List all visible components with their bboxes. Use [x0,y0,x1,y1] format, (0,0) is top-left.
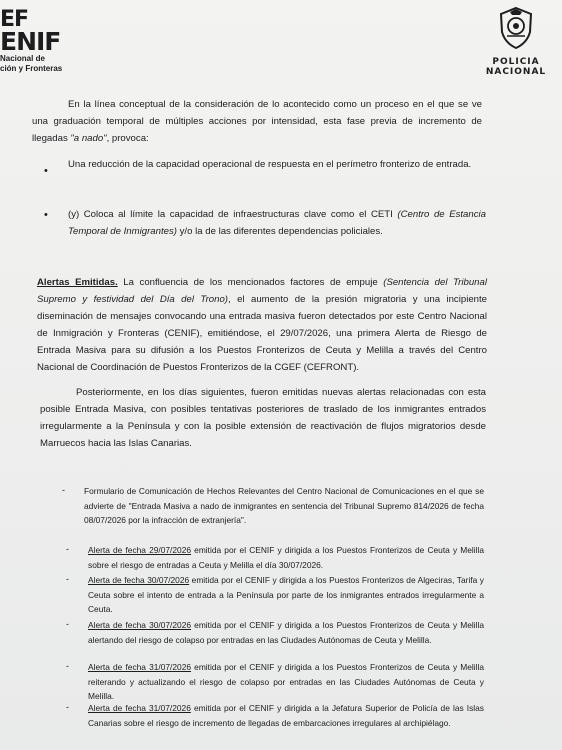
alert-description: emitida por el CENIF y dirigida a los Puestos Fronterizos de Ceuta y Melilla reiterando y actualizando el riesgo de colapso por entradas en las Ciudades Autónomas de Ceuta y Melilla. [88,662,484,701]
alert-description: emitida por el CENIF y dirigida a los Puestos Fronterizos de Ceuta y Melilla sobre el riesgo de entradas a Ceuta y Melilla el día 30/07/2026. [88,545,484,570]
logo-text-main: ENIF [0,27,61,56]
logo-text-top: EF [0,7,29,32]
cenif-logo [0,7,63,74]
alert-description: emitida por el CENIF y dirigida a los Puestos Fronterizos de Algeciras, Tarifa y Ceuta sobre el intento de entrada a la Península por parte de los inmigrantes entrados irregularmente a Ceuta. [88,575,484,614]
logo-text-nacional: NACIONAL [485,67,547,77]
bullet-dot-2: • [44,209,48,221]
intro-italic: "a nado" [70,133,107,144]
list-dash-alert: - [66,661,69,671]
list-dash-alert: - [66,574,69,584]
intro-text: En la línea conceptual de la consideración de lo acontecido como un proceso en el que se ve una graduación temporal de múltiples acciones por intensidad, esta fase previa de incremento de llegadas [32,99,482,144]
intro-paragraph [32,96,482,147]
bullet-2-end: y/o la de las diferentes dependencias policiales. [176,226,383,237]
alerts-italic: (Sentencia del Tribunal Supremo y festividad del Día del Trono) [37,277,487,305]
logo-subtitle-2: ción y Fronteras [0,64,63,73]
police-badge-icon [497,6,535,50]
alert-date-lead: Alerta de fecha 30/07/2026 [88,575,190,585]
bullet-2-italic: (Centro de Estancia Temporal de Inmigrantes) [68,209,486,237]
list-dash-1: - [62,485,65,495]
alert-date-lead: Alerta de fecha 30/07/2026 [88,620,192,630]
policia-nacional-logo [476,6,556,77]
alert-list-item [88,660,484,704]
list-dash-alert: - [66,619,69,629]
alerts-paragraph [37,274,487,376]
bullet-item-1: Una reducción de la capacidad operacional de respuesta en el perímetro fronterizo de entrada. [68,159,472,170]
bullet-item-2 [68,206,486,240]
alerts-heading: Alertas Emitidas. [37,277,118,288]
alert-list-item [88,701,484,730]
alert-description: emitida por el CENIF y dirigida a la Jefatura Superior de Policía de las Islas Canarias sobre el riesgo de incremento de llegadas de embarcaciones irregulares al archipiélago. [88,703,484,728]
alerts-text-1: La confluencia de los mencionados factores de empuje [117,277,384,288]
followup-paragraph: Posteriormente, en los días siguientes, fueron emitidas nuevas alertas relacionadas con esta posible Entrada Masiva, con posibles tentativas posteriores de traslado de los inmigrantes entrados irregularmente a la Península y con la posible extensión de reactivación de flujos migratorios desde Marruecos hacia las Islas Canarias. [40,387,486,449]
logo-subtitle-1: Nacional de [0,54,45,63]
alert-description: emitida por el CENIF y dirigida a los Puestos Fronterizos de Ceuta y Melilla alertando del riesgo de colapso por entradas en las Ciudades Autónomas de Ceuta y Melilla. [88,620,484,645]
bullet-2-text: (y) Coloca al límite la capacidad de infraestructuras clave como el CETI [68,209,398,220]
list-dash-alert: - [66,702,69,712]
alert-date-lead: Alerta de fecha 31/07/2026 [88,703,191,713]
list-dash-alert: - [66,544,69,554]
alert-date-lead: Alerta de fecha 29/07/2026 [88,545,192,555]
alert-list-item [88,618,484,647]
intro-end: , provoca: [106,133,149,144]
alerts-text-2: , el aumento de la presión migratoria y una incipiente diseminación de mensajes convocando una entrada masiva fueron detectados por este Centro Nacional de Inmigración y Fronteras (CENIF), emitiéndose, el 29/07/2026, una primera Alerta de Riesgo de Entrada Masiva para su difusión a los Puestos Fronterizos de Ceuta y Melilla a través del Centro Nacional de Coordinación de Puestos Fronterizos de la CGEF (CEFRONT). [37,294,488,373]
alert-list-item [88,573,484,617]
list-item-form: Formulario de Comunicación de Hechos Relevantes del Centro Nacional de Comunicaciones en el que se advierte de "Entrada Masiva a nado de inmigrantes en sentencia del Tribunal Supremo 814/2026 de fecha 08/07/2026 por la infracción de extranjería". [84,486,484,525]
bullet-dot-1: • [44,165,48,177]
alert-list-item [88,543,484,572]
logo-text-policia: POLICIA [492,57,540,67]
alert-date-lead: Alerta de fecha 31/07/2026 [88,662,192,672]
